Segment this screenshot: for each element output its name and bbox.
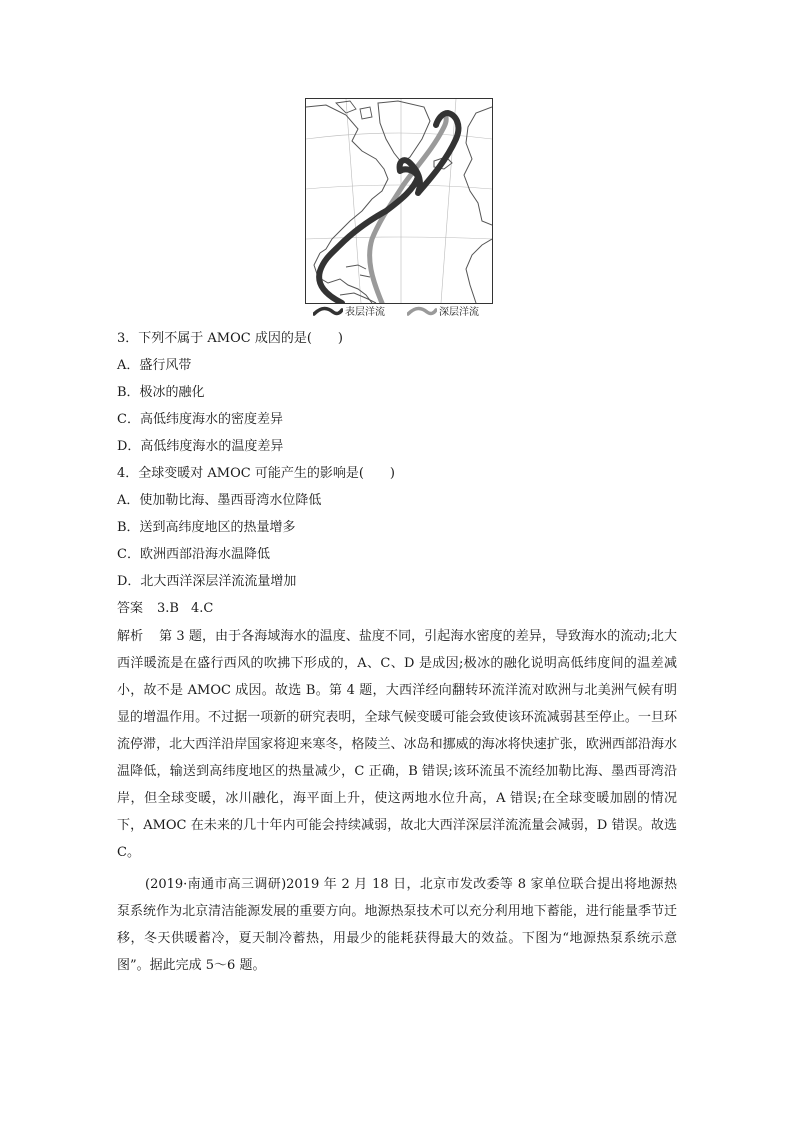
q4-option-a: A．使加勒比海、墨西哥湾水位降低 [117,493,322,508]
answer-label: 答案 [117,601,144,616]
question-3-stem: 3．下列不属于 AMOC 成因的是( ) [117,331,343,346]
answer-line [117,600,213,618]
legend-deep-label: 深层洋流 [439,307,479,318]
q3-option-c: C．高低纬度海水的密度差异 [117,412,283,427]
q3-option-d: D．高低纬度海水的温度差异 [117,439,284,454]
legend-surface-label: 表层洋流 [345,307,385,318]
analysis-paragraph [117,623,677,866]
question-4-stem: 4．全球变暖对 AMOC 可能产生的影响是( ) [117,466,395,481]
analysis-text: 第 3 题，由于各海域海水的温度、盐度不同，引起海水密度的差异，导致海水的流动;北大西洋暖流是在盛行西风的吹拂下形成的，A、C、D 是成因;极冰的融化说明高低纬度间的温差减小，故不是 AMOC 成因。故选 B。第 4 题，大西洋经向翻转环流洋流对欧洲与北美洲气候有明显的增温作用。不过据一项新的研究表明，全球气候变暖可能会致使该环流减弱甚至停止。一旦环流停滞，北大西洋沿岸国家将迎来寒冬，格陵兰、冰岛和挪威的海冰将快速扩张，欧洲西部沿海水温降低，输送到高纬度地区的热量减少，C 正确，B 错误;该环流虽不流经加勒比海、墨西哥湾沿岸，但全球变暖，冰川融化，海平面上升，使这两地水位升高，A 错误;在全球变暖加剧的情况下，AMOC 在未来的几十年内可能会持续减弱，故北大西洋深层洋流流量会减弱，D 错误。故选 C。 [117,629,677,860]
africa-coast [466,239,492,303]
europe-coast [464,107,492,225]
q4-option-d: D．北大西洋深层洋流流量增加 [117,574,297,589]
q3-option-a: A．盛行风带 [117,358,192,373]
legend-deep [407,303,479,318]
map-legend [305,303,491,317]
intro-paragraph: (2019·南通市高三调研)2019 年 2 月 18 日，北京市发改委等 8 家单位联合提出将地源热泵系统作为北京清洁能源发展的重要方向。地源热泵技术可以充分利用地下蓄能，进行能量季节迁移，冬天供暖蓄冷，夏天制冷蓄热，用最少的能耗获得最大的效益。下图为“地源热泵系统示意图”。据此完成 5～6 题。 [117,877,677,973]
answer-4: 4.C [190,601,214,616]
map-drawing [306,99,492,303]
q4-option-b: B．送到高纬度地区的热量增多 [117,520,296,535]
deep-current-swatch [407,305,437,317]
answer-3: 3.B [157,601,179,616]
legend-surface [313,303,385,318]
islands-caribbean [346,265,370,277]
deep-current-path [370,115,447,303]
surface-current-swatch [313,305,343,317]
greenland-coast [378,101,430,163]
ocean-current-map [305,98,493,304]
q3-option-b: B．极冰的融化 [117,385,205,400]
q4-option-c: C．欧洲西部沿海水温降低 [117,547,270,562]
analysis-label: 解析 [117,629,144,644]
arctic-islands [336,101,372,119]
